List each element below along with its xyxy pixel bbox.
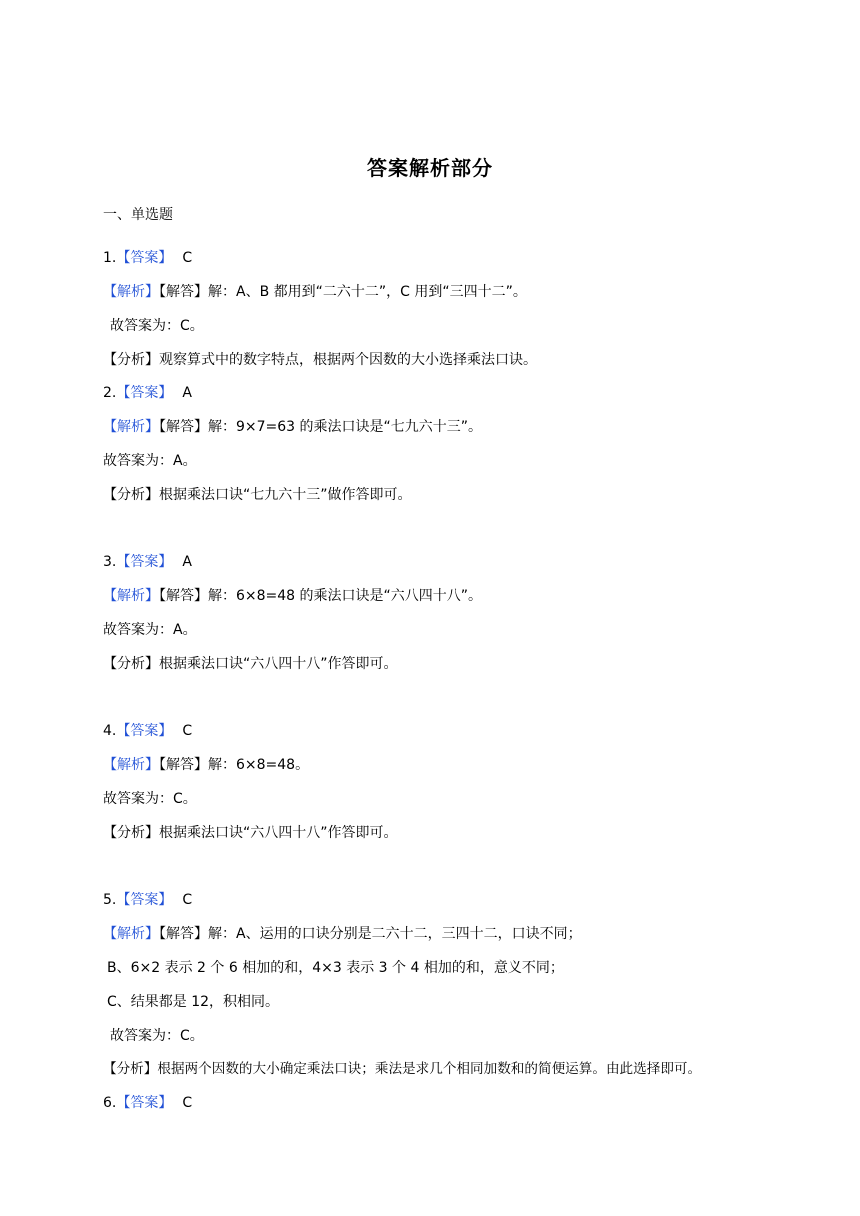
q4-answer-tag: 【答案】 <box>116 723 173 739</box>
q5-answer-line <box>103 890 192 910</box>
q5-number: 5. <box>103 892 117 908</box>
q3-explanation-line <box>103 586 482 606</box>
q3-jiexi-tag: 【解析】 <box>103 588 159 604</box>
q3-answer-line <box>103 552 192 572</box>
q2-jiexi-tag: 【解析】 <box>103 419 159 435</box>
q2-answer-tag: 【答案】 <box>116 385 173 401</box>
q3-solution: 【解答】解：6×8=48 的乘法口诀是“六八四十八”。 <box>159 588 483 604</box>
q2-answer-line <box>103 383 192 403</box>
q6-number: 6. <box>103 1095 117 1111</box>
page-title: 答案解析部分 <box>367 156 493 180</box>
q1-analysis: 【分析】观察算式中的数字特点，根据两个因数的大小选择乘法口诀。 <box>103 352 537 368</box>
q1-explanation-line <box>103 282 527 302</box>
q2-conclusion: 故答案为：A。 <box>103 453 197 469</box>
q5-explanation-line <box>103 924 582 944</box>
q5-option-c: C、结果都是 12，积相同。 <box>107 994 280 1010</box>
q3-analysis: 【分析】根据乘法口诀“六八四十八”作答即可。 <box>103 656 398 672</box>
q3-answer-tag: 【答案】 <box>116 554 173 570</box>
q5-conclusion: 故答案为：C。 <box>110 1028 204 1044</box>
q1-number: 1. <box>103 250 117 266</box>
q4-conclusion: 故答案为：C。 <box>103 791 197 807</box>
q5-option-b: B、6×2 表示 2 个 6 相加的和，4×3 表示 3 个 4 相加的和，意义不同； <box>107 960 564 976</box>
q4-number: 4. <box>103 723 117 739</box>
q1-solution: 【解答】解：A、B 都用到“二六十二”，C 用到“三四十二”。 <box>159 284 527 300</box>
q2-analysis: 【分析】根据乘法口诀“七九六十三”做作答即可。 <box>103 487 412 503</box>
q3-answer: A <box>182 554 192 570</box>
q2-solution: 【解答】解：9×7=63 的乘法口诀是“七九六十三”。 <box>159 419 483 435</box>
q4-answer: C <box>182 723 193 739</box>
q1-conclusion: 故答案为：C。 <box>110 318 204 334</box>
q5-analysis: 【分析】根据两个因数的大小确定乘法口诀；乘法是求几个相同加数和的简便运算。由此选择即可。 <box>103 1061 702 1077</box>
q1-jiexi-tag: 【解析】 <box>103 284 159 300</box>
q6-answer: C <box>182 1095 193 1111</box>
q4-analysis: 【分析】根据乘法口诀“六八四十八”作答即可。 <box>103 825 398 841</box>
q4-solution: 【解答】解：6×8=48。 <box>159 757 310 773</box>
q3-number: 3. <box>103 554 117 570</box>
section-heading: 一、单选题 <box>103 207 173 223</box>
q2-explanation-line <box>103 417 482 437</box>
q4-answer-line <box>103 721 192 741</box>
q5-answer: C <box>182 892 193 908</box>
q1-answer-tag: 【答案】 <box>116 250 173 266</box>
q1-answer-line <box>103 248 192 268</box>
q2-number: 2. <box>103 385 117 401</box>
q6-answer-tag: 【答案】 <box>116 1095 173 1111</box>
q4-explanation-line <box>103 755 309 775</box>
q5-answer-tag: 【答案】 <box>116 892 173 908</box>
q5-solution: 【解答】解：A、运用的口诀分别是二六十二，三四十二，口诀不同； <box>159 926 582 942</box>
q6-answer-line <box>103 1093 192 1113</box>
q1-answer: C <box>182 250 193 266</box>
q5-jiexi-tag: 【解析】 <box>103 926 159 942</box>
q4-jiexi-tag: 【解析】 <box>103 757 159 773</box>
q2-answer: A <box>182 385 192 401</box>
q3-conclusion: 故答案为：A。 <box>103 622 197 638</box>
